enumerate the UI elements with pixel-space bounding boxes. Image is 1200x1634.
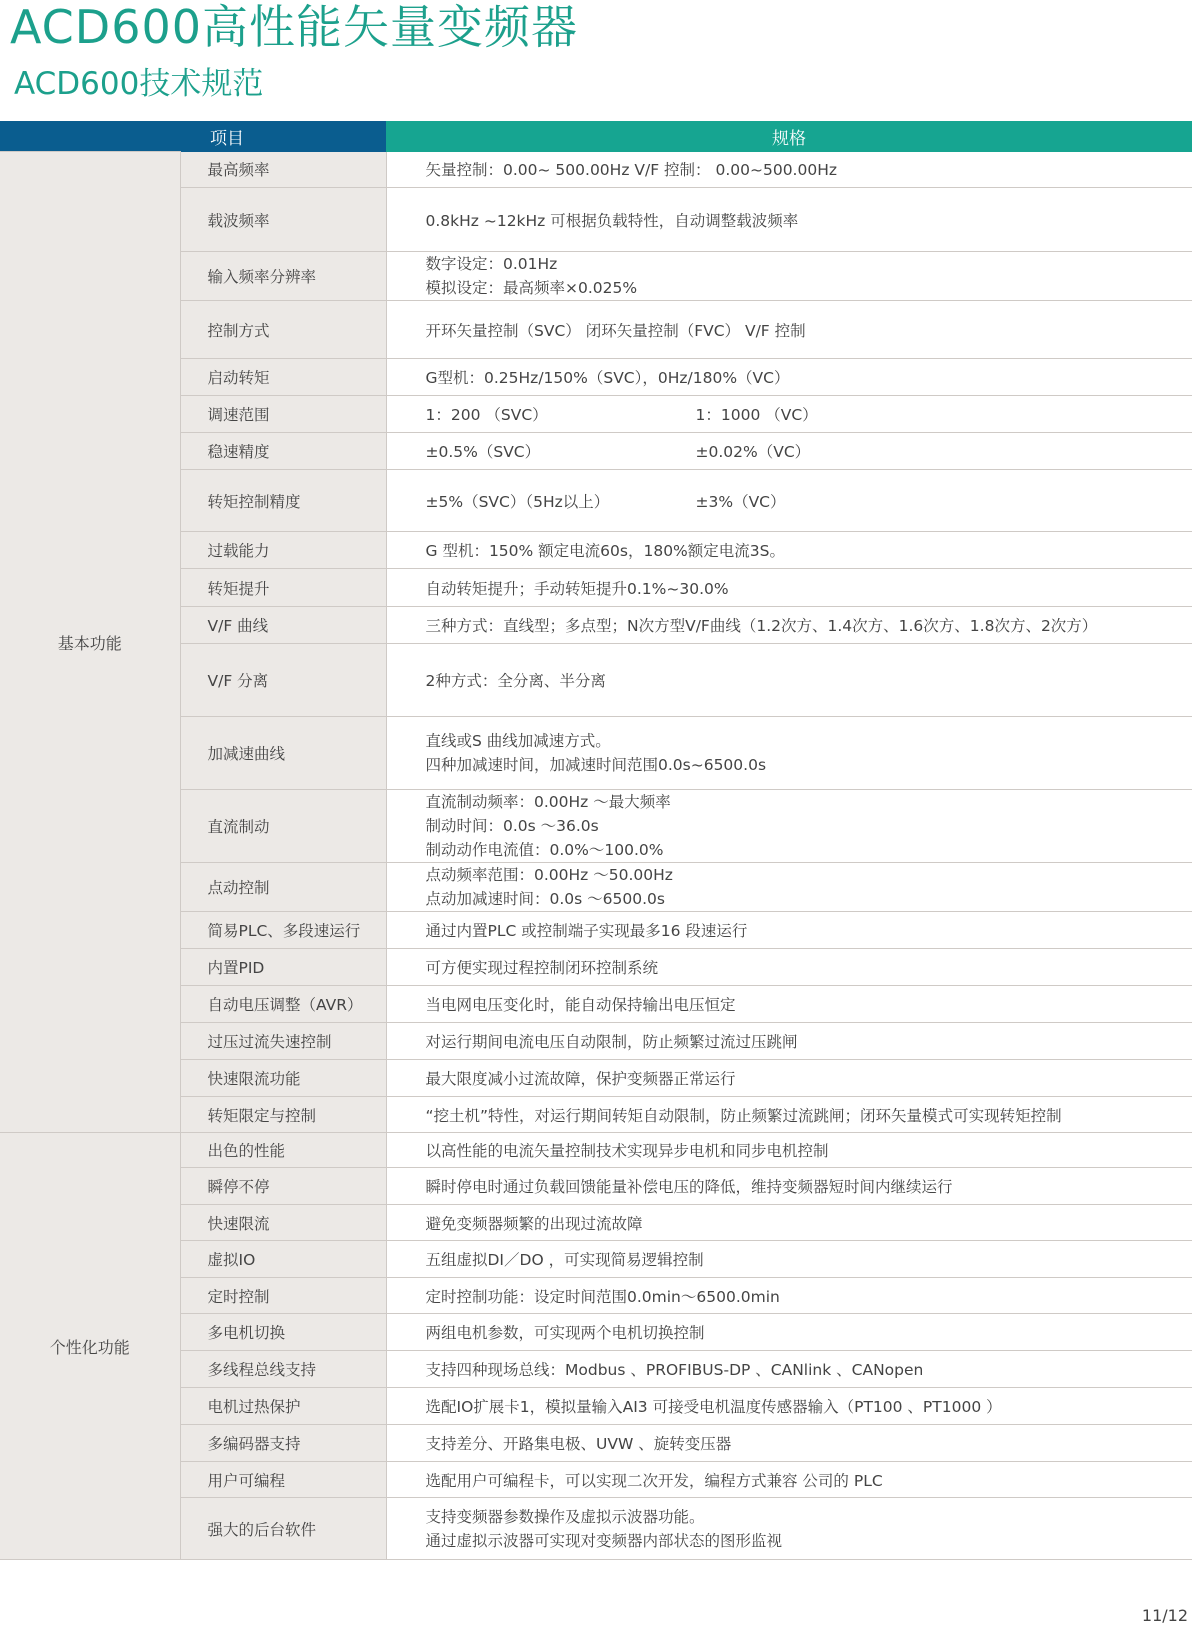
spec-value-b: 1：1000 （VC） [695, 406, 818, 424]
spec-pair [426, 440, 1193, 462]
item-cell: 直流制动 [180, 790, 386, 863]
spec-cell: 2种方式：全分离、半分离 [386, 644, 1192, 717]
spec-cell: 最大限度减小过流故障，保护变频器正常运行 [386, 1060, 1192, 1097]
item-cell: 瞬停不停 [180, 1168, 386, 1205]
spec-value-b: ±0.02%（VC） [695, 443, 811, 461]
spec-cell: 对运行期间电流电压自动限制，防止频繁过流过压跳闸 [386, 1023, 1192, 1060]
item-cell: 转矩提升 [180, 569, 386, 607]
item-cell: 调速范围 [180, 396, 386, 433]
spec-cell: 两组电机参数，可实现两个电机切换控制 [386, 1314, 1192, 1351]
spec-cell: 三种方式：直线型；多点型；N次方型V/F曲线（1.2次方、1.4次方、1.6次方、1.8次方、2次方） [386, 607, 1192, 644]
spec-cell: “挖土机”特性，对运行期间转矩自动限制，防止频繁过流跳闸；闭环矢量模式可实现转矩控制 [386, 1097, 1192, 1133]
spec-line: 直流制动频率：0.00Hz ～最大频率 [425, 793, 671, 811]
item-cell: 输入频率分辨率 [180, 252, 386, 301]
item-cell: V/F 分离 [180, 644, 386, 717]
page-subtitle: ACD600技术规范 [14, 66, 264, 102]
item-cell: 稳速精度 [180, 433, 386, 470]
page-title: ACD600高性能矢量变频器 [10, 0, 578, 54]
item-cell: 过载能力 [180, 532, 386, 569]
page-number: 11/12 [1141, 1606, 1188, 1625]
spec-line: 数字设定：0.01Hz [425, 255, 558, 273]
table-header-row [0, 121, 1192, 152]
header-spec: 规格 [386, 121, 1192, 152]
spec-cell: 支持差分、开路集电极、UVW 、旋转变压器 [386, 1425, 1192, 1462]
spec-cell: 0.8kHz ~12kHz 可根据负载特性，自动调整载波频率 [386, 188, 1192, 252]
item-cell: 多编码器支持 [180, 1425, 386, 1462]
spec-line: 模拟设定：最高频率×0.025% [425, 279, 638, 297]
spec-cell: 通过内置PLC 或控制端子实现最多16 段速运行 [386, 912, 1192, 949]
spec-line: 四种加减速时间，加减速时间范围0.0s~6500.0s [425, 756, 767, 774]
item-cell: 内置PID [180, 949, 386, 986]
spec-line: 通过虚拟示波器可实现对变频器内部状态的图形监视 [425, 1531, 783, 1550]
spec-cell: 选配用户可编程卡，可以实现二次开发，编程方式兼容 公司的 PLC [386, 1462, 1192, 1498]
item-cell: 点动控制 [180, 863, 386, 912]
item-cell: 定时控制 [180, 1278, 386, 1314]
spec-cell [386, 470, 1192, 532]
item-cell: 加减速曲线 [180, 717, 386, 790]
spec-cell: 自动转矩提升；手动转矩提升0.1%~30.0% [386, 569, 1192, 607]
spec-cell: 定时控制功能：设定时间范围0.0min～6500.0min [386, 1278, 1192, 1314]
spec-pair [426, 490, 1193, 512]
spec-table-body [0, 152, 1192, 1560]
table-row [0, 1133, 1192, 1168]
spec-cell [386, 433, 1192, 470]
item-cell: 强大的后台软件 [180, 1498, 386, 1560]
spec-cell: 支持四种现场总线：Modbus 、PROFIBUS-DP 、CANlink 、CANopen [386, 1351, 1192, 1388]
item-cell: 自动电压调整（AVR） [180, 986, 386, 1023]
item-cell: 转矩限定与控制 [180, 1097, 386, 1133]
spec-line: 制动动作电流值：0.0%～100.0% [425, 841, 664, 859]
spec-cell [386, 863, 1192, 912]
item-cell: 多电机切换 [180, 1314, 386, 1351]
spec-value-a: ±0.5%（SVC） [425, 443, 541, 461]
spec-table [0, 121, 1192, 1560]
spec-line: 制动时间：0.0s ～36.0s [425, 817, 599, 835]
spec-cell [386, 396, 1192, 433]
item-cell: 出色的性能 [180, 1133, 386, 1168]
item-cell: 最高频率 [180, 152, 386, 188]
spec-cell: 矢量控制：0.00~ 500.00Hz V/F 控制： 0.00~500.00Hz [386, 152, 1192, 188]
item-cell: 过压过流失速控制 [180, 1023, 386, 1060]
spec-cell: 可方便实现过程控制闭环控制系统 [386, 949, 1192, 986]
item-cell: 快速限流 [180, 1205, 386, 1241]
item-cell: 转矩控制精度 [180, 470, 386, 532]
spec-cell: 开环矢量控制（SVC） 闭环矢量控制（FVC） V/F 控制 [386, 301, 1192, 359]
spec-cell [386, 790, 1192, 863]
spec-cell: 五组虚拟DI／DO ，可实现简易逻辑控制 [386, 1241, 1192, 1278]
spec-cell [386, 252, 1192, 301]
spec-cell: 当电网电压变化时，能自动保持输出电压恒定 [386, 986, 1192, 1023]
item-cell: V/F 曲线 [180, 607, 386, 644]
spec-cell: 瞬时停电时通过负载回馈能量补偿电压的降低，维持变频器短时间内继续运行 [386, 1168, 1192, 1205]
spec-line: 直线或S 曲线加减速方式。 [425, 732, 611, 750]
spec-value-a: ±5%（SVC）（5Hz以上） [425, 492, 610, 511]
item-cell: 多线程总线支持 [180, 1351, 386, 1388]
spec-cell: 选配IO扩展卡1，模拟量输入AI3 可接受电机温度传感器输入（PT100 、PT1000 ） [386, 1388, 1192, 1425]
item-cell: 快速限流功能 [180, 1060, 386, 1097]
item-cell: 控制方式 [180, 301, 386, 359]
item-cell: 启动转矩 [180, 359, 386, 396]
spec-value-a: 1：200 （SVC） [425, 406, 548, 424]
item-cell: 载波频率 [180, 188, 386, 252]
spec-cell [386, 717, 1192, 790]
item-cell: 电机过热保护 [180, 1388, 386, 1425]
item-cell: 用户可编程 [180, 1462, 386, 1498]
spec-cell [386, 1498, 1192, 1560]
category-cell: 个性化功能 [0, 1133, 180, 1560]
table-row [0, 152, 1192, 188]
spec-line: 点动加减速时间：0.0s ～6500.0s [425, 890, 665, 908]
spec-cell: 以高性能的电流矢量控制技术实现异步电机和同步电机控制 [386, 1133, 1192, 1168]
spec-cell: G 型机：150% 额定电流60s，180%额定电流3S。 [386, 532, 1192, 569]
spec-line: 点动频率范围：0.00Hz ～50.00Hz [425, 866, 673, 884]
spec-value-b: ±3%（VC） [695, 492, 786, 511]
header-item: 项目 [180, 121, 386, 152]
header-blank-cell [0, 121, 180, 152]
item-cell: 虚拟IO [180, 1241, 386, 1278]
category-cell: 基本功能 [0, 152, 180, 1133]
spec-pair [426, 403, 1193, 425]
spec-cell: 避免变频器频繁的出现过流故障 [386, 1205, 1192, 1241]
spec-cell: G型机：0.25Hz/150%（SVC），0Hz/180%（VC） [386, 359, 1192, 396]
item-cell: 简易PLC、多段速运行 [180, 912, 386, 949]
spec-line: 支持变频器参数操作及虚拟示波器功能。 [425, 1507, 705, 1526]
